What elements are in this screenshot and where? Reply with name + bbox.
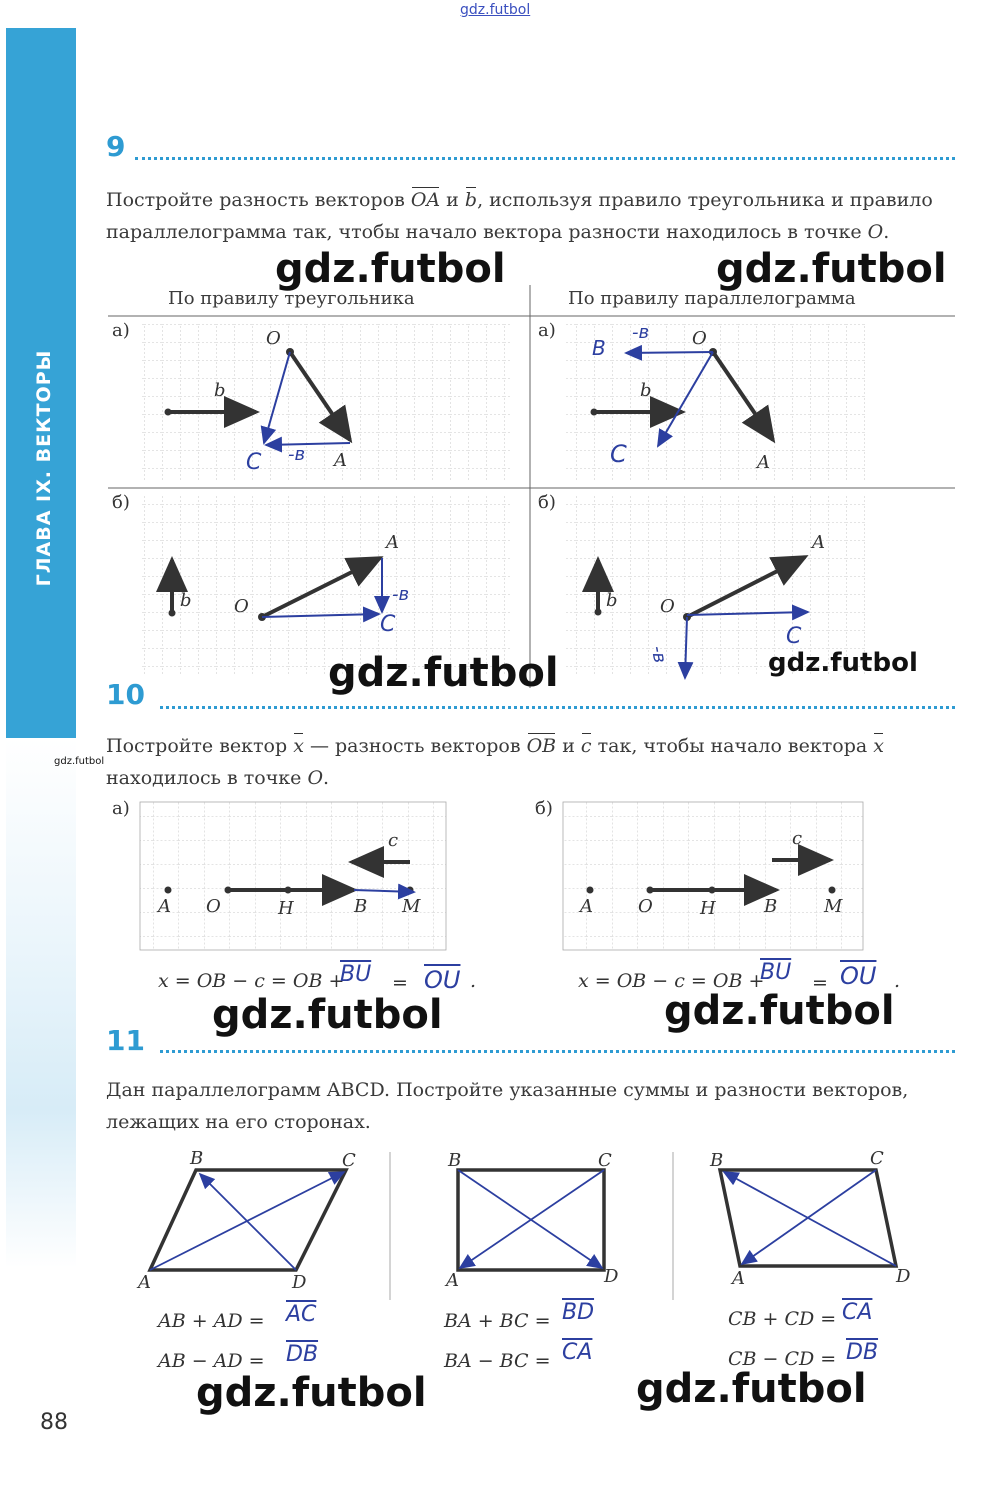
hand-c-9a-right: C [610, 440, 627, 468]
vertex-c-3: C [870, 1148, 884, 1169]
hand-answer-10a-1: $\overline{BU}$ [340, 962, 372, 987]
chapter-title: ГЛАВА IX. ВЕКТОРЫ [33, 349, 55, 587]
hand-minus-b-9b-right: -в [646, 644, 671, 665]
formula-11-1-sum: AB + AD = [158, 1310, 265, 1332]
diagonal-db-1 [200, 1174, 296, 1270]
point-h-10b: H [700, 898, 716, 919]
diagonal-ca-3 [742, 1170, 876, 1264]
watermark-6: gdz.futbol [664, 988, 895, 1034]
watermark-5: gdz.futbol [212, 992, 443, 1038]
exercise-10-text: Постройте вектор x — разность векторов OB и c так, чтобы начало вектора x находилось в точке O. [106, 730, 958, 794]
point-b-10b: B [764, 896, 778, 917]
vector-oa: OA [411, 184, 440, 216]
point-m-10b: M [824, 896, 843, 917]
label-b-9a-left: b [214, 380, 226, 401]
point-o-10a: O [206, 896, 221, 917]
watermark-4: gdz.futbol [768, 648, 918, 678]
formula-11-1-diff: AB − AD = [158, 1350, 265, 1372]
point-a-9b-right: A [812, 532, 825, 553]
formula-11-2-diff: BA − BC = [444, 1350, 551, 1372]
exercise-9-text: Постройте разность векторов OA и b, используя правило треугольника и правило параллелограмма так, чтобы начало вектора разности находилось в точке O. [106, 184, 958, 248]
label-c-10b: c [792, 828, 803, 849]
watermark-3: gdz.futbol [328, 650, 559, 696]
formula-11-2-sum: BA + BC = [444, 1310, 551, 1332]
point-h-10a: H [278, 898, 294, 919]
point-a-10a: A [158, 896, 171, 917]
vertex-b-2: B [448, 1150, 462, 1171]
hand-11-3-diff: $\overline{DB}$ [846, 1340, 879, 1365]
point-o-10b: O [638, 896, 653, 917]
watermark-7: gdz.futbol [196, 1370, 427, 1416]
equals-10a: = [392, 972, 408, 994]
vertex-c-1: C [342, 1150, 356, 1171]
label-b-9a-right: b [640, 380, 652, 401]
label-9b-right: б) [538, 492, 556, 513]
exercise-11-text: Дан параллелограмм ABCD. Постройте указанные суммы и разности векторов, лежащих на его сторонах. [106, 1079, 909, 1133]
exercise-11-number: 11 [106, 1024, 145, 1057]
watermark-1: gdz.futbol [275, 246, 506, 292]
dot-10b: . [894, 970, 901, 992]
hand-answer-10a-2: $\overline{OU}$ [424, 966, 461, 994]
formula-10a: x = OB − c = OB + [158, 970, 345, 992]
hand-b-9a-right: B [592, 336, 606, 360]
point-o-9a-left: O [266, 328, 281, 349]
vertex-b-3: B [710, 1150, 724, 1171]
hand-minus-b-9a-left: -в [288, 444, 306, 465]
watermark-small: gdz.futbol [54, 756, 105, 767]
point-a-9a-right: A [757, 452, 770, 473]
hand-minus-b-9a-right: -в [632, 322, 650, 343]
hand-c-9a-left: C [246, 450, 262, 475]
hand-minus-b-9b-left: -в [392, 584, 410, 605]
hand-answer-10b-2: $\overline{OU}$ [840, 962, 877, 990]
vector-b: b [465, 184, 477, 216]
watermark-8: gdz.futbol [636, 1366, 867, 1412]
hand-c-9b-left: C [380, 612, 396, 637]
label-c-10a: c [388, 830, 399, 851]
label-b-9b-left: b [180, 590, 192, 611]
vertex-a-2: A [446, 1270, 459, 1291]
point-a-9b-left: A [386, 532, 399, 553]
hand-11-1-sum: $\overline{AC}$ [286, 1302, 317, 1327]
vertex-d-2: D [604, 1266, 619, 1287]
point-a-10b: A [580, 896, 593, 917]
vertex-a-3: A [732, 1268, 745, 1289]
column-heading-parallelogram: По правилу параллелограмма [568, 288, 856, 309]
page-number: 88 [40, 1410, 68, 1435]
point-m-10a: M [402, 896, 421, 917]
exercise-10-number: 10 [106, 678, 145, 711]
vertex-c-2: C [598, 1150, 612, 1171]
hand-c-9b-right: C [786, 624, 802, 649]
point-a-9a-left: A [334, 450, 347, 471]
hand-answer-10b-1: $\overline{BU}$ [760, 960, 792, 985]
diagonal-db-3 [724, 1172, 896, 1266]
header-watermark: gdz.futbol [460, 2, 531, 18]
vertex-d-3: D [896, 1266, 911, 1287]
label-b-9b-right: b [606, 590, 618, 611]
point-o-9a-right: O [692, 328, 707, 349]
vector-x: x [293, 730, 304, 762]
equals-10b: = [812, 972, 828, 994]
formula-10b: x = OB − c = OB + [578, 970, 765, 992]
vector-c: c [581, 730, 592, 762]
vertex-a-1: A [138, 1272, 151, 1293]
dot-10a: . [470, 970, 477, 992]
formula-11-3-diff: CB − CD = [728, 1348, 837, 1370]
point-o-9b-right: O [660, 596, 675, 617]
watermark-2: gdz.futbol [716, 246, 947, 292]
label-9a-right: а) [538, 320, 556, 341]
diagonal-ca-2 [460, 1170, 604, 1268]
point-b-10a: B [354, 896, 368, 917]
hand-11-1-diff: $\overline{DB}$ [286, 1342, 319, 1367]
label-9b-left: б) [112, 492, 130, 513]
formula-11-3-sum: CB + CD = [728, 1308, 837, 1330]
hand-11-2-sum: $\overline{BD}$ [562, 1300, 595, 1325]
hand-11-3-sum: $\overline{CA}$ [842, 1300, 873, 1325]
label-9a-left: а) [112, 320, 130, 341]
column-heading-triangle: По правилу треугольника [168, 288, 415, 309]
vertex-d-1: D [292, 1272, 307, 1293]
exercise-9-number: 9 [106, 130, 126, 163]
diagonal-bd-2 [458, 1170, 602, 1268]
vertex-b-1: B [190, 1148, 204, 1169]
point-o-9b-left: O [234, 596, 249, 617]
hand-11-2-diff: $\overline{CA}$ [562, 1340, 593, 1365]
label-10a: а) [112, 798, 130, 819]
vector-ob: OB [527, 730, 557, 762]
label-10b: б) [535, 798, 553, 819]
